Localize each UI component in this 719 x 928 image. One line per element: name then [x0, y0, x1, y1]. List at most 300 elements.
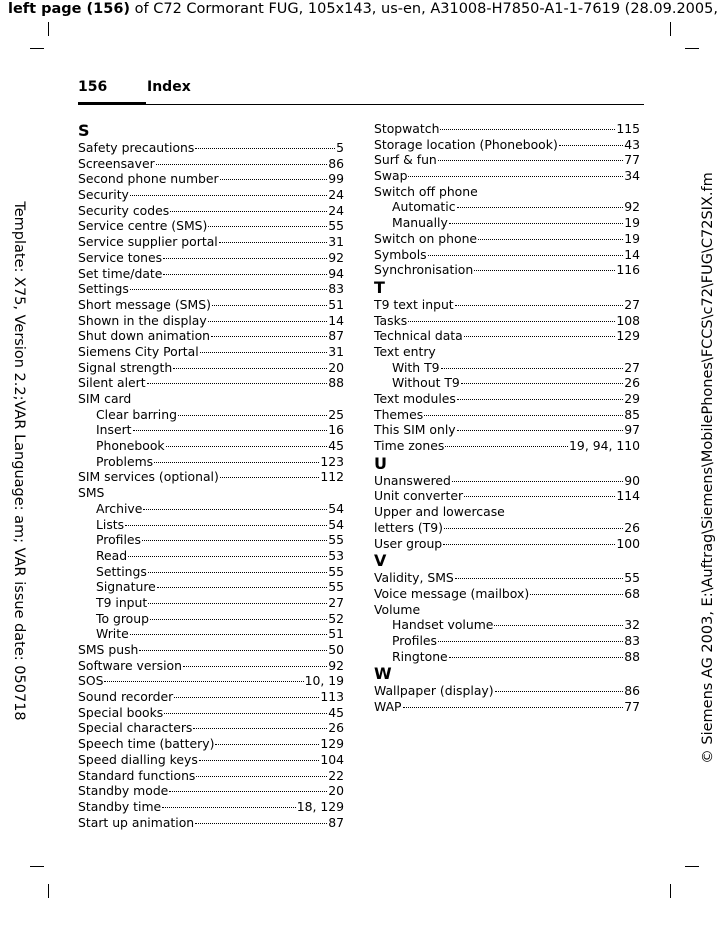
index-group-label: SIM card [78, 391, 132, 406]
entry-page-ref: 19, 94, 110 [569, 438, 640, 454]
dot-leader [219, 242, 327, 243]
entry-term: Standby time [78, 798, 162, 814]
index-subentry [78, 611, 344, 627]
dot-leader [195, 823, 327, 824]
index-subentry [78, 595, 344, 611]
entry-page-ref: 55 [624, 570, 640, 586]
dot-leader [162, 807, 296, 808]
index-entry [78, 375, 344, 391]
dot-leader [444, 528, 623, 529]
dot-leader [449, 657, 624, 658]
entry-term: Signal strength [78, 359, 173, 375]
index-group-label: Switch off phone [374, 183, 478, 199]
dot-leader [130, 289, 327, 290]
index-subentry [78, 454, 344, 470]
entry-page-ref: 87 [328, 814, 344, 830]
entry-page-ref: 20 [328, 359, 344, 375]
dot-leader [147, 383, 328, 384]
crop-mark [30, 48, 44, 49]
index-entry [78, 673, 344, 689]
index-entry [78, 783, 344, 799]
dot-leader [143, 509, 327, 510]
dot-leader [464, 336, 616, 337]
index-entry [374, 247, 640, 263]
crop-mark [670, 884, 671, 898]
entry-page-ref: 83 [624, 632, 640, 648]
entry-term: Standby mode [78, 783, 169, 799]
entry-page-ref: 53 [328, 547, 344, 563]
entry-page-ref: 26 [624, 375, 640, 391]
entry-term: Lists [96, 516, 125, 532]
entry-term: To group [96, 610, 149, 626]
entry-term: Profiles [392, 632, 437, 648]
dot-leader [428, 255, 624, 256]
entry-page-ref: 55 [328, 532, 344, 548]
dot-leader [174, 697, 319, 698]
index-entry [78, 250, 344, 266]
entry-page-ref: 34 [624, 168, 640, 184]
entry-term: Phonebook [96, 438, 165, 454]
index-entry [78, 203, 344, 219]
dot-leader [408, 321, 615, 322]
entry-page-ref: 14 [624, 246, 640, 262]
crop-mark [670, 22, 671, 36]
entry-page-ref: 14 [328, 312, 344, 328]
index-entry [78, 140, 344, 156]
index-entry [374, 328, 640, 344]
entry-term: Write [96, 626, 129, 642]
dot-leader [464, 496, 615, 497]
entry-page-ref: 113 [320, 689, 344, 705]
entry-page-ref: 26 [328, 720, 344, 736]
entry-page-ref: 24 [328, 202, 344, 218]
entry-term: Shut down animation [78, 328, 211, 344]
entry-term: Speed dialling keys [78, 751, 198, 767]
entry-term: Signature [96, 579, 156, 595]
entry-term: Swap [374, 168, 408, 184]
entry-page-ref: 32 [624, 617, 640, 633]
index-entry [374, 438, 640, 454]
entry-term: Set time/date [78, 265, 163, 281]
entry-term: Speech time (battery) [78, 736, 215, 752]
entry-page-ref: 86 [328, 155, 344, 171]
dot-leader [211, 336, 327, 337]
dot-leader [215, 744, 319, 745]
index-entry [374, 313, 640, 329]
index-entry [374, 137, 640, 153]
dot-leader [478, 239, 623, 240]
index-subentry [78, 517, 344, 533]
entry-term: Ringtone [392, 648, 448, 664]
entry-term: Software version [78, 657, 182, 673]
entry-term: T9 text input [374, 296, 454, 312]
dot-leader [195, 148, 335, 149]
index-entry [78, 187, 344, 203]
index-entry [374, 473, 640, 489]
index-subentry [374, 360, 640, 376]
index-entry [374, 121, 640, 137]
dot-leader [199, 760, 320, 761]
crop-mark [685, 866, 699, 867]
entry-term: Storage location (Phonebook) [374, 136, 558, 152]
entry-term: Wallpaper (display) [374, 683, 494, 699]
index-entry [78, 156, 344, 172]
dot-leader [150, 619, 327, 620]
dot-leader [455, 305, 624, 306]
index-entry [78, 658, 344, 674]
entry-term: Unit converter [374, 488, 464, 504]
dot-leader [133, 430, 328, 431]
index-entry [78, 469, 344, 485]
index-entry [78, 171, 344, 187]
entry-page-ref: 92 [328, 657, 344, 673]
entry-page-ref: 10, 19 [304, 673, 344, 689]
index-entry [374, 231, 640, 247]
entry-term: Screensaver [78, 155, 155, 171]
index-subentry [78, 579, 344, 595]
dot-leader [128, 556, 327, 557]
index-entry [78, 799, 344, 815]
entry-term: Settings [96, 563, 147, 579]
index-entry [78, 218, 344, 234]
index-entry [78, 297, 344, 313]
entry-term: Tasks [374, 312, 408, 328]
entry-page-ref: 77 [624, 699, 640, 714]
dot-leader [495, 691, 624, 692]
entry-page-ref: 86 [624, 683, 640, 699]
index-entry [78, 720, 344, 736]
index-entry [78, 752, 344, 768]
crop-mark [48, 22, 49, 36]
dot-leader [212, 305, 327, 306]
entry-page-ref: 22 [328, 767, 344, 783]
entry-term: Technical data [374, 328, 463, 344]
entry-term: User group [374, 535, 443, 551]
dot-leader [142, 540, 327, 541]
entry-term: Special books [78, 704, 164, 720]
entry-term: Themes [374, 406, 424, 422]
entry-term: Synchronisation [374, 262, 474, 278]
header-rule [146, 104, 644, 105]
index-entry [374, 422, 640, 438]
print-header-page-ref: left page (156) [8, 1, 131, 17]
entry-page-ref: 54 [328, 516, 344, 532]
index-entry [78, 313, 344, 329]
dot-leader [403, 707, 624, 708]
entry-page-ref: 114 [616, 488, 640, 504]
dot-leader [173, 368, 327, 369]
entry-page-ref: 104 [320, 751, 344, 767]
entry-term: Standard functions [78, 767, 196, 783]
index-entry [374, 152, 640, 168]
dot-leader [130, 634, 328, 635]
entry-page-ref: 83 [328, 281, 344, 297]
copyright-side-text: © Siemens AG 2003, E:\Auftrag\Siemens\MobilePhones\FCCS\c72\FUG\C72SIX.fm [700, 172, 716, 764]
entry-page-ref: 19 [624, 215, 640, 231]
dot-leader [408, 176, 623, 177]
entry-term: Service supplier portal [78, 234, 218, 250]
entry-page-ref: 108 [616, 312, 640, 328]
entry-term: Surf & fun [374, 152, 437, 168]
index-subentry [78, 548, 344, 564]
dot-leader [163, 258, 327, 259]
dot-leader [193, 728, 327, 729]
crop-mark [48, 884, 49, 898]
entry-page-ref: 29 [624, 391, 640, 406]
dot-leader [183, 666, 327, 667]
entry-page-ref: 92 [624, 199, 640, 215]
index-subentry [78, 532, 344, 548]
dot-leader [559, 145, 623, 146]
index-group-label: Upper and lowercase [374, 504, 505, 520]
dot-leader [457, 399, 623, 400]
entry-page-ref: 85 [624, 406, 640, 422]
dot-leader [445, 446, 568, 447]
entry-term: Short message (SMS) [78, 296, 211, 312]
index-subentry [374, 375, 640, 391]
index-entry [374, 520, 640, 536]
index-column-right [374, 121, 640, 715]
entry-term: SMS push [78, 642, 139, 657]
index-entry [374, 683, 640, 699]
entry-page-ref: 27 [624, 359, 640, 375]
header-rule-thick [78, 102, 146, 105]
dot-leader [455, 578, 623, 579]
dot-leader [148, 572, 327, 573]
dot-leader [200, 352, 328, 353]
index-subentry [78, 626, 344, 642]
dot-leader [438, 641, 623, 642]
dot-leader [438, 160, 623, 161]
dot-leader [440, 129, 615, 130]
entry-term: Voice message (mailbox) [374, 585, 530, 601]
entry-page-ref: 112 [320, 469, 344, 485]
index-letter-heading: V [374, 551, 387, 571]
index-entry [78, 642, 344, 658]
entry-page-ref: 16 [328, 422, 344, 438]
index-subentry [78, 438, 344, 454]
entry-page-ref: 19 [624, 230, 640, 246]
dot-leader [166, 446, 328, 447]
dot-leader [441, 368, 624, 369]
dot-leader [452, 481, 623, 482]
entry-term: Unanswered [374, 472, 451, 488]
index-entry [374, 168, 640, 184]
entry-page-ref: 55 [328, 579, 344, 595]
dot-leader [130, 195, 327, 196]
index-subentry [374, 633, 640, 649]
index-subentry [78, 422, 344, 438]
entry-term: This SIM only [374, 422, 456, 438]
entry-term: Start up animation [78, 814, 195, 830]
index-letter-heading: T [374, 277, 385, 297]
entry-page-ref: 99 [328, 171, 344, 187]
entry-page-ref: 129 [320, 736, 344, 752]
index-subentry [78, 407, 344, 423]
dot-leader [424, 415, 623, 416]
entry-term: SIM services (optional) [78, 469, 219, 485]
entry-page-ref: 129 [616, 328, 640, 344]
index-entry [78, 328, 344, 344]
dot-leader [125, 525, 327, 526]
dot-leader [196, 776, 327, 777]
dot-leader [157, 587, 327, 588]
entry-term: Silent alert [78, 375, 146, 391]
index-entry [78, 281, 344, 297]
dot-leader [148, 603, 327, 604]
dot-leader [139, 650, 327, 651]
entry-page-ref: 77 [624, 152, 640, 168]
dot-leader [104, 681, 303, 682]
index-entry [78, 344, 344, 360]
entry-term: Text modules [374, 391, 456, 406]
index-entry [374, 586, 640, 602]
entry-page-ref: 27 [624, 296, 640, 312]
index-entry [78, 234, 344, 250]
entry-page-ref: 115 [616, 121, 640, 136]
index-entry [374, 262, 640, 278]
index-entry [374, 488, 640, 504]
entry-page-ref: 50 [328, 642, 344, 657]
dot-leader [449, 223, 623, 224]
dot-leader [154, 462, 319, 463]
index-entry [374, 297, 640, 313]
entry-term: Profiles [96, 532, 141, 548]
entry-term: Safety precautions [78, 140, 195, 155]
index-entry [374, 570, 640, 586]
entry-term: Security [78, 187, 129, 203]
index-entry [78, 689, 344, 705]
entry-page-ref: 20 [328, 783, 344, 799]
entry-page-ref: 27 [328, 594, 344, 610]
index-entry [374, 699, 640, 715]
entry-page-ref: 31 [328, 343, 344, 359]
index-subentry [374, 649, 640, 665]
index-entry [78, 705, 344, 721]
entry-page-ref: 54 [328, 500, 344, 516]
entry-page-ref: 45 [328, 704, 344, 720]
dot-leader [457, 430, 624, 431]
entry-page-ref: 90 [624, 472, 640, 488]
entry-term: Special characters [78, 720, 193, 736]
index-entry [374, 536, 640, 552]
index-entry [374, 391, 640, 407]
dot-leader [208, 226, 327, 227]
entry-term: Manually [392, 215, 448, 231]
entry-page-ref: 97 [624, 422, 640, 438]
entry-page-ref: 100 [616, 535, 640, 551]
dot-leader [169, 791, 327, 792]
entry-page-ref: 25 [328, 406, 344, 422]
entry-term: letters (T9) [374, 519, 444, 535]
dot-leader [178, 415, 327, 416]
section-title: Index [147, 79, 191, 95]
index-letter-heading: U [374, 453, 387, 473]
entry-page-ref: 68 [624, 585, 640, 601]
entry-term: Automatic [392, 199, 456, 215]
index-column-left [78, 121, 344, 830]
entry-page-ref: 43 [624, 136, 640, 152]
index-letter-heading: W [374, 664, 392, 684]
entry-term: Second phone number [78, 171, 219, 187]
entry-page-ref: 94 [328, 265, 344, 281]
entry-term: Security codes [78, 202, 170, 218]
template-side-text: Template: X75, Version 2.2;VAR Language: am; VAR issue date: 050718 [11, 201, 27, 721]
index-group-label: Text entry [374, 343, 436, 359]
entry-term: Sound recorder [78, 689, 174, 705]
entry-page-ref: 87 [328, 328, 344, 344]
dot-leader [220, 477, 320, 478]
entry-term: Switch on phone [374, 230, 478, 246]
index-group-label: SMS [78, 485, 105, 501]
entry-term: Stopwatch [374, 121, 440, 136]
print-header-doc-info: of C72 Cormorant FUG, 105x143, us-en, A31008-H7850-A1-1-7619 (28.09.2005, [130, 1, 718, 17]
entry-page-ref: 55 [328, 563, 344, 579]
entry-page-ref: 51 [328, 296, 344, 312]
dot-leader [474, 270, 615, 271]
entry-term: Read [96, 547, 128, 563]
print-header-line [8, 0, 718, 18]
entry-term: Service centre (SMS) [78, 218, 208, 234]
page-number: 156 [78, 79, 108, 95]
entry-page-ref: 45 [328, 438, 344, 454]
entry-page-ref: 51 [328, 626, 344, 642]
entry-term: With T9 [392, 359, 440, 375]
index-entry [78, 815, 344, 831]
entry-term: Service tones [78, 249, 163, 265]
entry-page-ref: 5 [336, 140, 344, 155]
entry-page-ref: 88 [624, 648, 640, 664]
entry-page-ref: 52 [328, 610, 344, 626]
dot-leader [220, 179, 328, 180]
dot-leader [164, 713, 327, 714]
entry-term: Archive [96, 500, 143, 516]
entry-term: Validity, SMS [374, 570, 454, 586]
entry-term: T9 input [96, 594, 148, 610]
entry-term: WAP [374, 699, 402, 714]
entry-term: Time zones [374, 438, 445, 454]
index-subentry [374, 215, 640, 231]
dot-leader [494, 625, 623, 626]
entry-page-ref: 92 [328, 249, 344, 265]
dot-leader [443, 544, 615, 545]
entry-page-ref: 18, 129 [296, 798, 344, 814]
index-entry [78, 768, 344, 784]
entry-term: Siemens City Portal [78, 343, 199, 359]
index-group-label: Volume [374, 601, 421, 617]
index-entry [78, 266, 344, 282]
entry-term: Without T9 [392, 375, 460, 391]
crop-mark [30, 866, 44, 867]
index-subentry [374, 199, 640, 215]
entry-page-ref: 116 [616, 262, 640, 278]
entry-page-ref: 24 [328, 187, 344, 203]
dot-leader [461, 383, 623, 384]
index-entry [374, 407, 640, 423]
index-entry [78, 360, 344, 376]
entry-page-ref: 31 [328, 234, 344, 250]
entry-term: SOS [78, 673, 104, 689]
index-subentry [78, 564, 344, 580]
index-subentry [78, 501, 344, 517]
entry-term: Problems [96, 453, 154, 469]
entry-term: Shown in the display [78, 312, 207, 328]
entry-page-ref: 55 [328, 218, 344, 234]
dot-leader [170, 211, 327, 212]
index-entry [78, 736, 344, 752]
dot-leader [457, 207, 624, 208]
index-letter-heading: S [78, 121, 90, 140]
